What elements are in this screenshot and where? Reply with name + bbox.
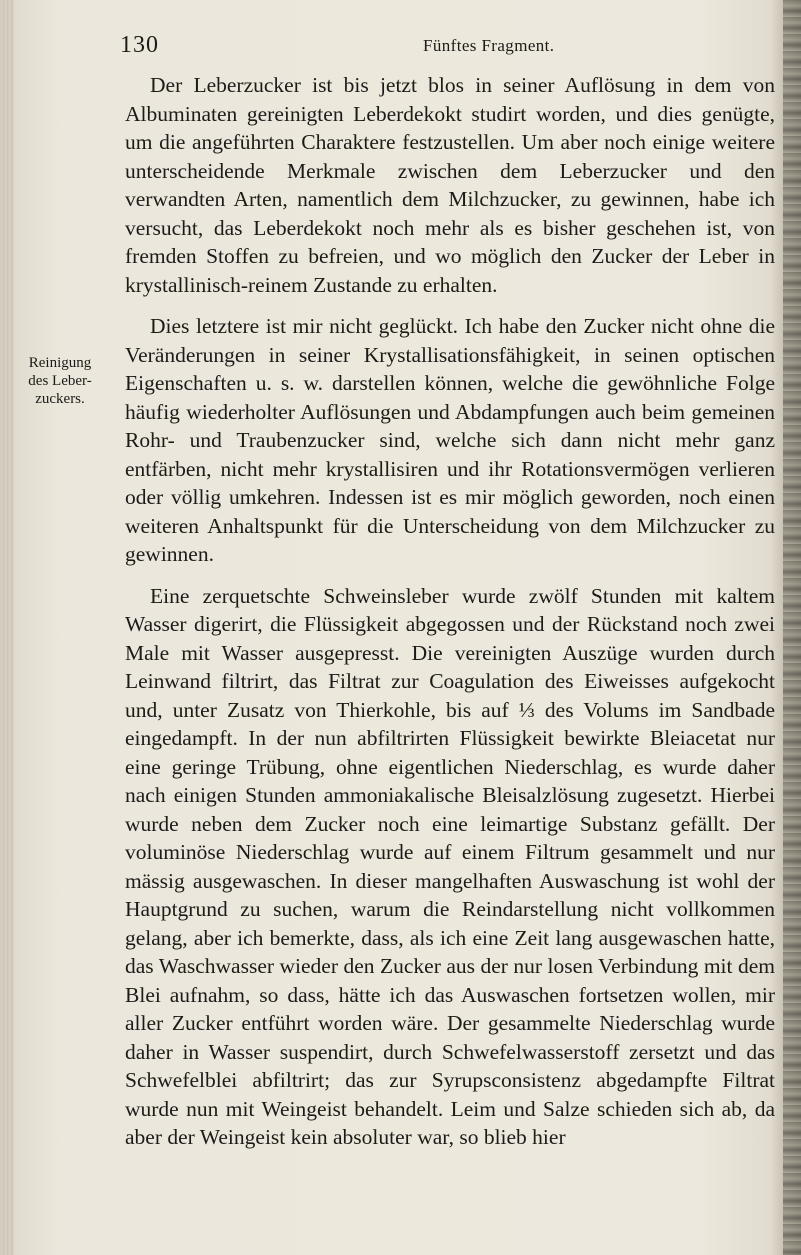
page-header <box>120 32 775 62</box>
page-binding-edge <box>0 0 14 1255</box>
marginal-note-line: Reinigung <box>28 355 92 371</box>
paragraph: Der Leberzucker ist bis jetzt blos in seiner Auflösung in dem von Albuminaten gereinigten Leberdekokt studirt worden, und dies genügte, um die angeführten Charaktere festzustellen. Um aber noch einige weitere unterscheidende Merkmale zwischen dem Leberzucker und den verwandten Arten, namentlich dem Milchzucker, zu gewinnen, habe ich versucht, das Leberdekokt noch mehr als es bisher geschehen ist, von fremden Stoffen zu befreien, und wo möglich den Zucker der Leber in krystallinisch-reinem Zustande zu erhalten. <box>125 73 775 297</box>
marginal-note-line: des Leber- <box>28 373 92 389</box>
paragraph: Dies letztere ist mir nicht geglückt. Ich habe den Zucker nicht ohne die Veränderungen in seiner Krystallisationsfähigkeit, in seinen optischen Eigenschaften u. s. w. darstellen können, welche die gewöhnliche Folge häufig wiederholter Auflösungen und Abdampfungen auch beim gemeinen Rohr- und Traubenzucker sind, welche sich dann nicht mehr ganz entfärben, nicht mehr krystallisiren und ihr Rotationsvermögen verlieren oder völlig umkehren. Indessen ist es mir möglich geworden, noch einen weiteren Anhaltspunkt für die Unterscheidung von dem Milchzucker zu gewinnen. <box>125 314 775 566</box>
page-fore-edge <box>783 0 801 1255</box>
body-text <box>125 71 775 1152</box>
paragraph: Eine zerquetschte Schweinsleber wurde zwölf Stunden mit kaltem Wasser digerirt, die Flüssigkeit abgegossen und der Rückstand noch zwei Male mit Wasser ausgepresst. Die vereinigten Auszüge wurden durch Leinwand filtrirt, das Filtrat zur Coagulation des Eiweisses aufgekocht und, unter Zusatz von Thierkohle, bis auf ⅓ des Volums im Sandbade eingedampft. In der nun abfiltrirten Flüssigkeit bewirkte Bleiacetat nur eine geringe Trübung, ohne eigentlichen Niederschlag, es wurde daher nach einigen Stunden ammoniakalische Bleisalzlösung zugesetzt. Hierbei wurde neben dem Zucker noch eine leimartige Substanz gefällt. Der voluminöse Niederschlag wurde auf einem Filtrum gesammelt und nur mässig ausgewaschen. In dieser mangelhaften Auswaschung ist wohl der Hauptgrund zu suchen, warum die Reindarstellung nicht vollkommen gelang, aber ich bemerkte, dass, als ich eine Zeit lang ausgewaschen hatte, das Waschwasser wieder den Zucker aus der nur losen Verbindung mit dem Blei aufnahm, so dass, hätte ich das Auswaschen fortsetzen wollen, mir aller Zucker entführt worden wäre. Der gesammelte Niederschlag wurde daher in Wasser suspendirt, durch Schwefelwasserstoff zersetzt und das Schwefelblei abfiltrirt; das zur Syrupsconsistenz abgedampfte Filtrat wurde nun mit Weingeist behandelt. Leim und Salze schieden sich ab, da aber der Weingeist kein absoluter war, so blieb hier <box>125 583 775 1149</box>
marginal-note-line: zuckers. <box>35 391 85 407</box>
marginal-note <box>20 354 100 408</box>
running-head: Fünftes Fragment. <box>423 36 555 55</box>
page-number: 130 <box>120 32 159 58</box>
